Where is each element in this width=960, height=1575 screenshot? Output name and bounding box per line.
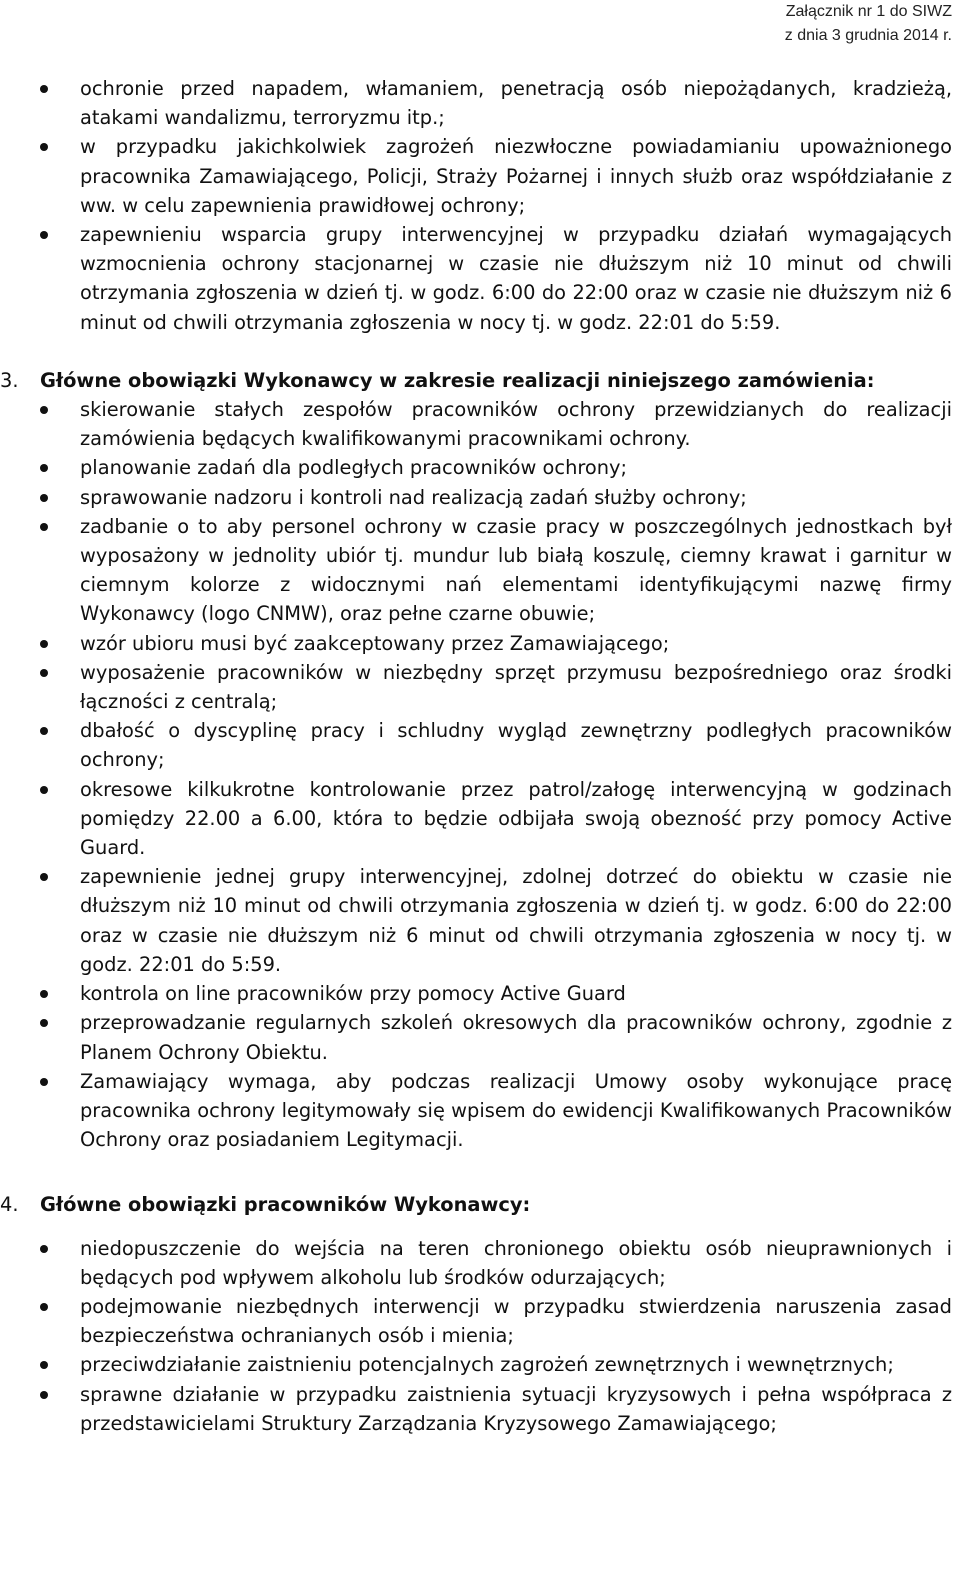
section-3-bullet-list <box>0 395 952 1154</box>
section-title: Główne obowiązki pracowników Wykonawcy: <box>40 1193 531 1217</box>
section-title: Główne obowiązki Wykonawcy w zakresie realizacji niniejszego zamówienia: <box>40 368 875 392</box>
list-item: Zamawiający wymaga, aby podczas realizacji Umowy osoby wykonujące pracę pracownika ochrony legitymowały się wpisem do ewidencji Kwalifikowanych Pracowników Ochrony oraz posiadaniem Legitymacji. <box>0 1067 952 1155</box>
section-4-heading <box>0 1190 952 1219</box>
header-date-line: z dnia 3 grudnia 2014 r. <box>784 27 952 44</box>
section-number: 3. <box>0 368 19 392</box>
list-item: planowanie zadań dla podległych pracowników ochrony; <box>0 453 952 482</box>
list-item: w przypadku jakichkolwiek zagrożeń niezwłoczne powiadamianiu upoważnionego pracownika Zamawiającego, Policji, Straży Pożarnej i innych służb oraz współdziałanie z ww. w celu zapewnienia prawidłowej ochrony; <box>0 132 952 220</box>
list-item: zapewnienie jednej grupy interwencyjnej, zdolnej dotrzeć do obiektu w czasie nie dłuższym niż 10 minut od chwili otrzymania zgłoszenia w dzień tj. w godz. 6:00 do 22:00 oraz w czasie nie dłuższym niż 6 minut od chwili otrzymania zgłoszenia w nocy tj. w godz. 22:01 do 5:59. <box>0 862 952 979</box>
list-item: wzór ubioru musi być zaakceptowany przez Zamawiającego; <box>0 629 952 658</box>
section-number: 4. <box>0 1193 19 1217</box>
list-item: zadbanie o to aby personel ochrony w czasie pracy w poszczególnych jednostkach był wyposażony w jednolity ubiór tj. mundur lub białą koszulę, ciemny krawat i garnitur w ciemnym kolorze z widocznymi nań elementami identyfikującymi nazwę firmy Wykonawcy (logo CNMW), oraz pełne czarne obuwie; <box>0 512 952 629</box>
list-item: wyposażenie pracowników w niezbędny sprzęt przymusu bezpośredniego oraz środki łączności z centralą; <box>0 658 952 716</box>
list-item: skierowanie stałych zespołów pracowników ochrony przewidzianych do realizacji zamówienia będących kwalifikowanymi pracownikami ochrony. <box>0 395 952 453</box>
document-header <box>785 0 952 48</box>
list-item: podejmowanie niezbędnych interwencji w przypadku stwierdzenia naruszenia zasad bezpieczeństwa ochranianych osób i mienia; <box>0 1292 952 1350</box>
section-3-heading <box>0 366 952 395</box>
section-4-bullet-list <box>0 1234 952 1438</box>
list-item: okresowe kilkukrotne kontrolowanie przez patrol/załogę interwencyjną w godzinach pomiędzy 22.00 a 6.00, która to będzie odbijała swoją obezność przy pomocy Active Guard. <box>0 775 952 863</box>
list-item: kontrola on line pracowników przy pomocy Active Guard <box>0 979 952 1008</box>
list-item: niedopuszczenie do wejścia na teren chronionego obiektu osób nieuprawnionych i będących pod wpływem alkoholu lub środków odurzających; <box>0 1234 952 1292</box>
document-body <box>0 74 952 1438</box>
intro-bullet-list <box>0 74 952 337</box>
list-item: dbałość o dyscyplinę pracy i schludny wygląd zewnętrzny podległych pracowników ochrony; <box>0 716 952 774</box>
header-annex-line: Załącznik nr 1 do SIWZ <box>785 3 952 20</box>
list-item: sprawowanie nadzoru i kontroli nad realizacją zadań służby ochrony; <box>0 483 952 512</box>
list-item: przeprowadzanie regularnych szkoleń okresowych dla pracowników ochrony, zgodnie z Planem Ochrony Obiektu. <box>0 1008 952 1066</box>
list-item: zapewnieniu wsparcia grupy interwencyjnej w przypadku działań wymagających wzmocnienia ochrony stacjonarnej w czasie nie dłuższym niż 10 minut od chwili otrzymania zgłoszenia w dzień tj. w godz. 6:00 do 22:00 oraz w czasie nie dłuższym niż 6 minut od chwili otrzymania zgłoszenia w nocy tj. w godz. 22:01 do 5:59. <box>0 220 952 337</box>
list-item: ochronie przed napadem, włamaniem, penetracją osób niepożądanych, kradzieżą, atakami wandalizmu, terroryzmu itp.; <box>0 74 952 132</box>
list-item: sprawne działanie w przypadku zaistnienia sytuacji kryzysowych i pełna współpraca z przedstawicielami Struktury Zarządzania Kryzysowego Zamawiającego; <box>0 1380 952 1438</box>
list-item: przeciwdziałanie zaistnieniu potencjalnych zagrożeń zewnętrznych i wewnętrznych; <box>0 1350 952 1379</box>
